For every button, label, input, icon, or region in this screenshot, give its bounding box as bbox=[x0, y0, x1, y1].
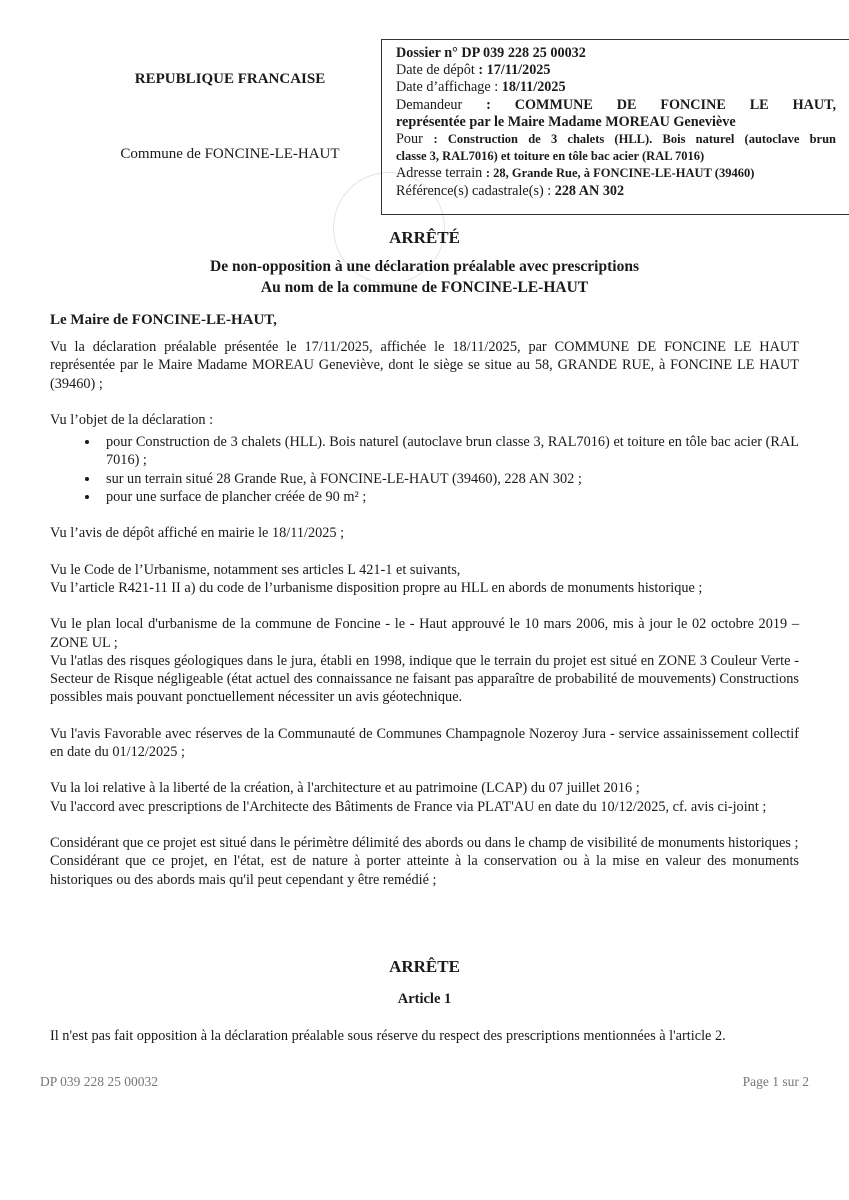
paragraph-abf-agreement: Vu l'accord avec prescriptions de l'Architecte des Bâtiments de France via PLAT'AU en date du 10/12/2025, cf. avis ci-joint ; bbox=[50, 798, 767, 815]
paragraph-plu: Vu le plan local d'urbanisme de la commune de Foncine - le - Haut approuvé le 10 mars 2006, mis à jour le 02 octobre 2019 – ZONE UL ; bbox=[50, 616, 799, 651]
applicant-representative: représentée par le Maire Madame MOREAU Geneviève bbox=[396, 113, 736, 130]
decision-heading: ARRÊTE bbox=[389, 957, 460, 976]
arrete-subtitle: De non-opposition à une déclaration préalable avec prescriptions bbox=[210, 258, 639, 275]
commune-name: Commune de FONCINE-LE-HAUT bbox=[120, 146, 340, 162]
considerations-section bbox=[50, 338, 799, 889]
cadastral-reference-line: Référence(s) cadastrale(s) : 228 AN 302 bbox=[396, 182, 625, 199]
address-line: Adresse terrain : 28, Grande Rue, à FONCINE-LE-HAUT (39460) bbox=[396, 165, 755, 182]
arrete-title: ARRÊTÉ bbox=[389, 228, 460, 247]
posting-date-line: Date d’affichage : 18/11/2025 bbox=[396, 79, 566, 96]
purpose-continued: classe 3, RAL7016) et toiture en tôle bac acier (RAL 7016) bbox=[396, 149, 705, 164]
paragraph-lcap-law: Vu la loi relative à la liberté de la création, à l'architecture et au patrimoine (LCAP) du 07 juillet 2016 ; bbox=[50, 780, 640, 797]
article-1-text: Il n'est pas fait opposition à la déclaration préalable sous réserve du respect des prescriptions mentionnées à l'article 2. bbox=[50, 1028, 726, 1044]
dossier-number: Dossier n° DP 039 228 25 00032 bbox=[396, 45, 586, 61]
deposit-date: 17/11/2025 bbox=[486, 62, 551, 79]
total-pages: 2 bbox=[802, 1074, 809, 1089]
page-number: Page 1 sur 2 bbox=[742, 1074, 809, 1089]
paragraph-declaration: Vu la déclaration préalable présentée le 17/11/2025, affichée le 18/11/2025, par COMMUNE DE FONCINE LE HAUT représentée par le Maire Madame MOREAU Geneviève, dont le siège se situe au 58, GRANDE RUE, à FONCINE LE HAUT (39460) ; bbox=[50, 339, 799, 392]
republique-francaise-heading: REPUBLIQUE FRANCAISE bbox=[134, 71, 326, 87]
list-item: • pour Construction de 3 chalets (HLL). Bois naturel (autoclave brun classe 3, RAL7016) et toiture en tôle bac acier (RAL 7016) ; bbox=[100, 433, 799, 470]
paragraph-urbanism-code: Vu le Code de l’Urbanisme, notamment ses articles L 421-1 et suivants, bbox=[50, 561, 461, 578]
site-address: 28, Grande Rue, à FONCINE-LE-HAUT (39460) bbox=[493, 166, 755, 181]
paragraph-object-intro: Vu l’objet de la déclaration : bbox=[50, 411, 214, 428]
paragraph-considering-impact: Considérant que ce projet, en l'état, est de nature à porter atteinte à la conservation ou à la mise en valeur des monuments historiques ou des abords mais qu'il peut cependant y être remédié ; bbox=[50, 853, 799, 888]
dossier-info-box bbox=[381, 39, 849, 215]
footer-reference: DP 039 228 25 00032 bbox=[40, 1074, 159, 1089]
paragraph-deposit-notice: Vu l’avis de dépôt affiché en mairie le 18/11/2025 ; bbox=[50, 525, 345, 542]
paragraph-geological-atlas: Vu l'atlas des risques géologiques dans le jura, établi en 1998, indique que le terrain du projet est situé en ZONE 3 Couleur Verte - Secteur de Risque négligeable (état actuel des connaissance ne faisant pas apparaître de probabilité de mouvements) Constructions possibles mais pouvant ponctuellement nécessiter un avis géotechnique. bbox=[50, 652, 799, 706]
article-1-title: Article 1 bbox=[397, 991, 452, 1007]
mayor-heading: Le Maire de FONCINE-LE-HAUT, bbox=[50, 312, 277, 328]
arrete-authority: Au nom de la commune de FONCINE-LE-HAUT bbox=[260, 279, 589, 296]
paragraph-article-r421: Vu l’article R421-11 II a) du code de l’urbanisme disposition propre au HLL en abords de monuments historique ; bbox=[50, 579, 703, 596]
applicant-line: Demandeur : COMMUNE DE FONCINE LE HAUT, bbox=[396, 96, 837, 113]
list-item: • pour une surface de plancher créée de 90 m² ; bbox=[100, 488, 799, 506]
list-item: • sur un terrain situé 28 Grande Rue, à FONCINE-LE-HAUT (39460), 228 AN 302 ; bbox=[100, 470, 799, 488]
posting-date: 18/11/2025 bbox=[501, 79, 566, 96]
deposit-date-line: Date de dépôt : 17/11/2025 bbox=[396, 62, 551, 79]
paragraph-sanitation-opinion: Vu l'avis Favorable avec réserves de la Communauté de Communes Champagnole Nozeroy Jura - service assainissement collectif en date du 01/12/2025 ; bbox=[50, 725, 799, 761]
current-page: 1 bbox=[772, 1074, 779, 1089]
purpose-line: Pour : Construction de 3 chalets (HLL). Bois naturel (autoclave brun bbox=[396, 131, 837, 148]
object-list bbox=[50, 433, 799, 506]
paragraph-considering-perimeter: Considérant que ce projet est situé dans le périmètre délimité des abords ou dans le champ de visibilité de monuments historiques ; bbox=[50, 834, 799, 851]
cadastral-reference: 228 AN 302 bbox=[554, 182, 625, 199]
